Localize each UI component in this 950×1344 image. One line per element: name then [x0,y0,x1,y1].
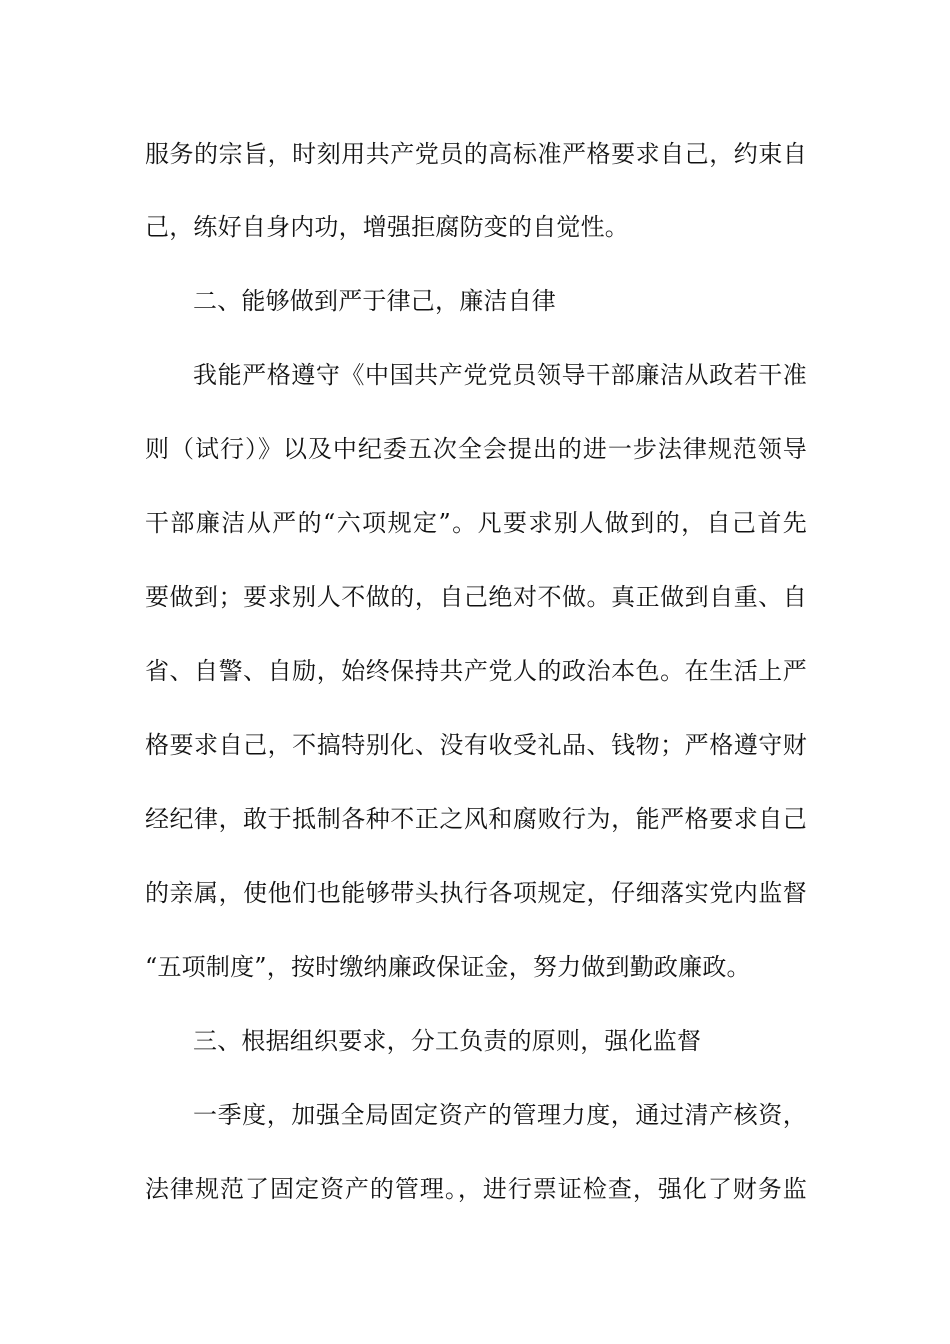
text-line-10: 经纪律，敢于抵制各种不正之风和腐败行为，能严格要求自己 [145,805,807,833]
section-heading-2: 二、能够做到严于律己，廉洁自律 [193,287,556,315]
text-line-7: 要做到；要求别人不做的，自己绝对不做。真正做到自重、自 [145,583,807,611]
text-line-2: 己，练好自身内功，增强拒腐防变的自觉性。 [145,213,629,241]
text-line-11: 的亲属，使他们也能够带头执行各项规定，仔细落实党内监督 [145,879,807,907]
text-line-14: 一季度，加强全局固定资产的管理力度，通过清产核资， [193,1101,807,1129]
text-line-4: 我能严格遵守《中国共产党党员领导干部廉洁从政若干准 [193,361,807,389]
text-line-1: 服务的宗旨，时刻用共产党员的高标准严格要求自己，约束自 [145,140,807,168]
text-line-5: 则（试行）》以及中纪委五次全会提出的进一步法律规范领导 [145,435,807,463]
text-line-9: 格要求自己，不搞特别化、没有收受礼品、钱物；严格遵守财 [145,731,807,759]
text-line-8: 省、自警、自励，始终保持共产党人的政治本色。在生活上严 [145,657,807,685]
text-line-6: 干部廉洁从严的“六项规定”。凡要求别人做到的，自己首先 [145,509,807,537]
text-line-15: 法律规范了固定资产的管理。，进行票证检查，强化了财务监 [145,1175,807,1203]
text-line-12: “五项制度”，按时缴纳廉政保证金，努力做到勤政廉政。 [145,953,751,981]
section-heading-3: 三、根据组织要求，分工负责的原则，强化监督 [193,1027,702,1055]
